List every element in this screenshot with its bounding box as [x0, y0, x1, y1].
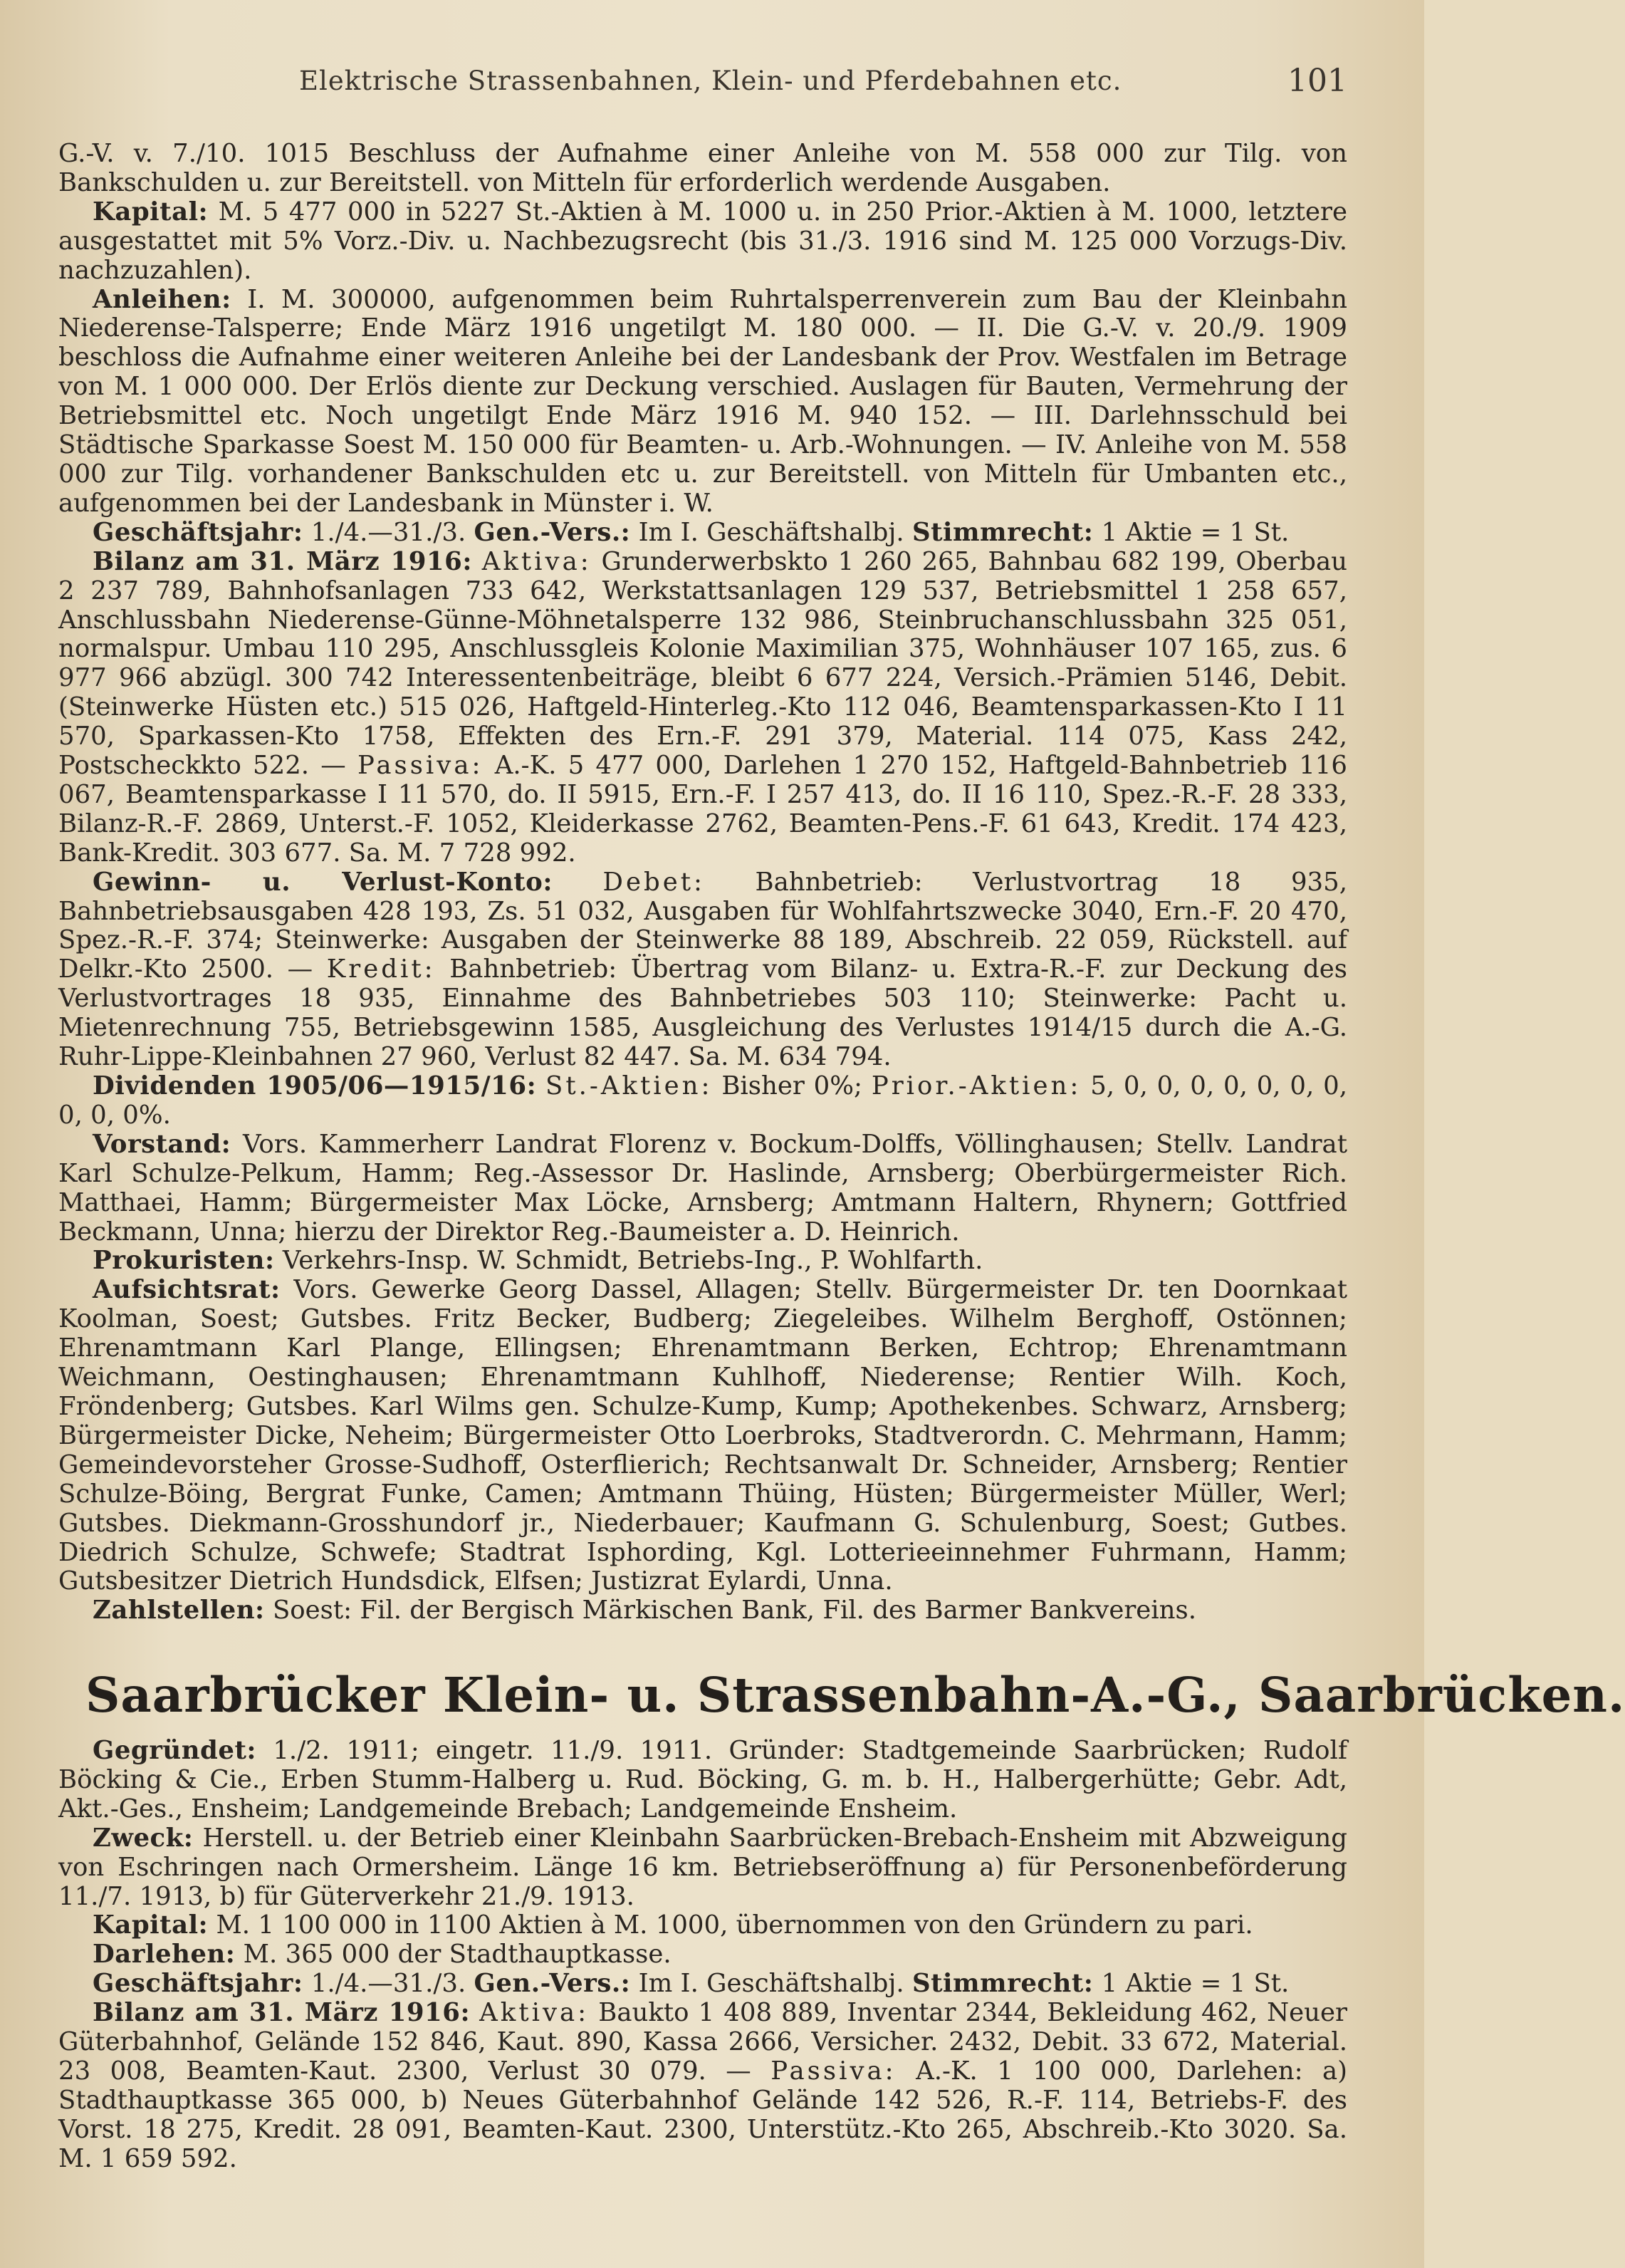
zweck-paragraph: Zweck: Herstell. u. der Betrieb einer Kleinbahn Saarbrücken-Brebach-Ensheim mit Abzweigung von Eschringen nach Ormersheim. Länge 16 km. Betriebseröffnung a) für Personenbeförderung 11./7. 1913, b) für Güterverkehr 21./9. 1913. — [58, 1823, 1347, 1911]
guv-paragraph: Gewinn- u. Verlust-Konto: Debet: Bahnbetrieb: Verlustvortrag 18 935, Bahnbetriebsausgaben 428 193, Zs. 51 032, Ausgaben für Wohlfahrtszwecke 3040, Ern.-F. 20 470, Spez.-R.-F. 374; Steinwerke: Ausgaben der Steinwerke 88 189, Abschreib. 22 059, Rückstell. auf Delkr.-Kto 2500. — Kredit: Bahnbetrieb: Übertrag vom Bilanz- u. Extra-R.-F. zur Deckung des Verlustvortrages 18 935, Einnahme des Bahnbetriebes 503 110; Steinwerke: Pacht u. Mietenrechnung 755, Betriebsgewinn 1585, Ausgleichung des Verlustes 1914/15 durch die A.-G. Ruhr-Lippe-Kleinbahnen 27 960, Verlust 82 447. Sa. M. 634 794. — [58, 867, 1348, 1072]
company-entry-2 — [58, 1737, 1347, 2174]
company-entry-1 — [58, 140, 1347, 1625]
bilanz-label: Bilanz am 31. März 1916: — [93, 546, 472, 576]
bilanz-label-2: Bilanz am 31. März 1916: — [93, 1998, 471, 2028]
prokuristen-label: Prokuristen: — [93, 1246, 275, 1276]
page-header — [0, 63, 1424, 108]
company-title: Saarbrücker Klein- u. Strassenbahn-A.-G., Saarbrücken. — [85, 1667, 1625, 1723]
prior-aktien-label: Prior.-Aktien: — [871, 1071, 1082, 1101]
zahlstellen-label: Zahlstellen: — [93, 1596, 265, 1625]
kapital-paragraph-2: Kapital: M. 1 100 000 in 1100 Aktien à M. 1000, übernommen von den Gründern zu pari. — [93, 1910, 1253, 1940]
aufsichtsrat-paragraph: Aufsichtsrat: Vors. Gewerke Georg Dassel, Allagen; Stellv. Bürgermeister Dr. ten Doornkaat Koolman, Soest; Gutsbes. Fritz Becker, Budberg; Ziegeleibes. Wilhelm Berghoff, Ostönnen; Ehrenamtmann Karl Plange, Ellingsen; Ehrenamtmann Berken, Echtrop; Ehrenamtmann Weichmann, Oestinghausen; Ehrenamtmann Kuhlhoff, Niederense; Rentier Wilh. Koch, Fröndenberg; Gutsbes. Karl Wilms gen. Schulze-Kump, Kump; Apothekenbes. Schwarz, Arnsberg; Bürgermeister Dicke, Neheim; Bürgermeister Otto Loerbroks, Stadtverordn. C. Mehrmann, Hamm; Gemeindevorsteher Grosse-Sudhoff, Osterflierich; Rechtsanwalt Dr. Schneider, Arnsberg; Rentier Schulze-Böing, Bergrat Funke, Camen; Amtmann Thüing, Hüsten; Bürgermeister Müller, Werl; Gutsbes. Diekmann-Grosshundorf jr., Niederbauer; Kaufmann G. Schulenburg, Soest; Gutbes. Diedrich Schulze, Schwefe; Stadtrat Isphording, Kgl. Lotterieeinnehmer Fuhrmann, Hamm; Gutsbesitzer Dietrich Hundsdick, Elfsen; Justizrat Eylardi, Unna. — [58, 1275, 1347, 1596]
gen-vers-label-2: Gen.-Vers.: — [474, 1969, 631, 1999]
kapital-paragraph: Kapital: M. 5 477 000 in 5227 St.-Aktien à M. 1000 u. in 250 Prior.-Aktien à M. 1000, letztere ausgestattet mit 5% Vorz.-Div. u. Nachbezugsrecht (bis 31./3. 1916 sind M. 125 000 Vorzugs-Div. nachzuzahlen). — [58, 197, 1347, 285]
vorstand-paragraph: Vorstand: Vors. Kammerherr Landrat Florenz v. Bockum-Dolffs, Völlinghausen; Stellv. Landrat Karl Schulze-Pelkum, Hamm; Reg.-Assessor Dr. Haslinde, Arnsberg; Oberbürgermeister Rich. Matthaei, Hamm; Bürgermeister Max Löcke, Arnsberg; Amtmann Haltern, Rhynern; Gottfried Beckmann, Unna; hierzu der Direktor Reg.-Baumeister a. D. Heinrich. — [58, 1129, 1347, 1247]
page-number: 101 — [1287, 63, 1347, 99]
geschaeftsjahr-paragraph: Geschäftsjahr: 1./4.—31./3. Gen.-Vers.: Im I. Geschäftshalbj. Stimmrecht: 1 Aktie = 1 St. — [93, 517, 1290, 547]
darlehen-paragraph: Darlehen: M. 365 000 der Stadthauptkasse. — [93, 1940, 672, 1970]
dividenden-paragraph: Dividenden 1905/06—1915/16: St.-Aktien: Bisher 0%; Prior.-Aktien: 5, 0, 0, 0, 0, 0, 0, 0, 0, 0, 0%. — [58, 1071, 1347, 1130]
kapital-label: Kapital: — [93, 197, 209, 227]
zweck-label: Zweck: — [93, 1823, 194, 1853]
gegruendet-label: Gegründet: — [93, 1736, 256, 1765]
geschaeftsjahr-label: Geschäftsjahr: — [93, 517, 303, 547]
gen-vers-label: Gen.-Vers.: — [474, 517, 631, 547]
stimmrecht-label-2: Stimmrecht: — [911, 1969, 1094, 1999]
geschaeftsjahr-label-2: Geschäftsjahr: — [93, 1969, 303, 1999]
darlehen-label: Darlehen: — [93, 1940, 236, 1970]
aufsichtsrat-label: Aufsichtsrat: — [93, 1275, 281, 1305]
dividenden-label: Dividenden 1905/06—1915/16: — [93, 1071, 537, 1101]
geschaeftsjahr-paragraph-2: Geschäftsjahr: 1./4.—31./3. Gen.-Vers.: Im I. Geschäftshalbj. Stimmrecht: 1 Aktie = 1 St. — [93, 1969, 1290, 1999]
bilanz-paragraph: Bilanz am 31. März 1916: Aktiva: Grunderwerbskto 1 260 265, Bahnbau 682 199, Oberbau 2 237 789, Bahnhofsanlagen 733 642, Werkstattsanlagen 129 537, Betriebsmittel 1 258 657, Anschlussbahn Niederense-Günne-Möhnetalsperre 132 986, Steinbruchanschlussbahn 325 051, normalspur. Umbau 110 295, Anschlussgleis Kolonie Maximilian 375, Wohnhäuser 107 165, zus. 6 977 966 abzügl. 300 742 Interessentenbeiträge, bleibt 6 677 224, Versich.-Prämien 5146, Debit. (Steinwerke Hüsten etc.) 515 026, Haftgeld-Hinterleg.-Kto 112 046, Beamtensparkassen-Kto I 11 570, Sparkassen-Kto 1758, Effekten des Ern.-F. 291 379, Material. 114 075, Kass 242, Postscheckkto 522. — Passiva: A.-K. 5 477 000, Darlehen 1 270 152, Haftgeld-Bahnbetrieb 116 067, Beamtensparkasse I 11 570, do. II 5915, Ern.-F. I 257 413, do. II 16 110, Spez.-R.-F. 28 333, Bilanz-R.-F. 2869, Unterst.-F. 1052, Kleiderkasse 2762, Beamten-Pens.-F. 61 643, Kredit. 174 423, Bank-Kredit. 303 677. Sa. M. 7 728 992. — [58, 546, 1347, 868]
running-title: Elektrische Strassenbahnen, Klein- und Pferdebahnen etc. — [299, 66, 1122, 96]
aktiva-label: Aktiva: — [481, 546, 592, 576]
aktiva-label-2: Aktiva: — [479, 1998, 590, 2028]
debet-label: Debet: — [602, 867, 705, 897]
guv-label: Gewinn- u. Verlust-Konto: — [93, 867, 553, 897]
vorstand-label: Vorstand: — [93, 1129, 231, 1159]
anleihen-label: Anleihen: — [93, 284, 231, 314]
gegruendet-paragraph: Gegründet: 1./2. 1911; eingetr. 11./9. 1911. Gründer: Stadtgemeinde Saarbrücken; Rudolf Böcking & Cie., Erben Stumm-Halberg u. Rud. Böcking, G. m. b. H., Halbergerhütte; Gebr. Adt, Akt.-Ges., Ensheim; Landgemeinde Brebach; Landgemeinde Ensheim. — [58, 1736, 1347, 1824]
continuation-paragraph: G.-V. v. 7./10. 1015 Beschluss der Aufnahme einer Anleihe von M. 558 000 zur Tilg. von Bankschulden u. zur Bereitstell. von Mitteln für erforderlich werdende Ausgaben. — [58, 139, 1347, 197]
passiva-label: Passiva: — [357, 751, 484, 781]
kredit-label: Kredit: — [326, 954, 436, 984]
kapital-label-2: Kapital: — [93, 1910, 209, 1940]
stimmrecht-label: Stimmrecht: — [911, 517, 1094, 547]
bilanz-paragraph-2: Bilanz am 31. März 1916: Aktiva: Baukto 1 408 889, Inventar 2344, Bekleidung 462, Neuer Güterbahnhof, Gelände 152 846, Kaut. 890, Kassa 2666, Versicher. 2432, Debit. 33 672, Material. 23 008, Beamten-Kaut. 2300, Verlust 30 079. — Passiva: A.-K. 1 100 000, Darlehen: a) Stadthauptkasse 365 000, b) Neues Güterbahnhof Gelände 142 526, R.-F. 114, Betriebs-F. des Vorst. 18 275, Kredit. 28 091, Beamten-Kaut. 2300, Unterstütz.-Kto 265, Abschreib.-Kto 3020. Sa. M. 1 659 592. — [58, 1998, 1348, 2173]
prokuristen-paragraph: Prokuristen: Verkehrs-Insp. W. Schmidt, Betriebs-Ing., P. Wohlfarth. — [93, 1246, 983, 1276]
anleihen-paragraph: Anleihen: I. M. 300000, aufgenommen beim Ruhrtalsperrenverein zum Bau der Kleinbahn Niederense-Talsperre; Ende März 1916 ungetilgt M. 180 000. — II. Die G.-V. v. 20./9. 1909 beschloss die Aufnahme einer weiteren Anleihe bei der Landesbank der Prov. Westfalen im Betrage von M. 1 000 000. Der Erlös diente zur Deckung verschied. Auslagen für Bauten, Vermehrung der Betriebsmittel etc. Noch ungetilgt Ende März 1916 M. 940 152. — III. Darlehnsschuld bei Städtische Sparkasse Soest M. 150 000 für Beamten- u. Arb.-Wohnungen. — IV. Anleihe von M. 558 000 zur Tilg. vorhandener Bankschulden etc u. zur Bereitstell. von Mitteln für Umbanten etc., aufgenommen bei der Landesbank in Münster i. W. — [58, 284, 1347, 518]
st-aktien-label: St.-Aktien: — [545, 1071, 713, 1101]
passiva-label-2: Passiva: — [770, 2056, 897, 2086]
zahlstellen-paragraph: Zahlstellen: Soest: Fil. der Bergisch Märkischen Bank, Fil. des Barmer Bankvereins. — [93, 1596, 1197, 1625]
